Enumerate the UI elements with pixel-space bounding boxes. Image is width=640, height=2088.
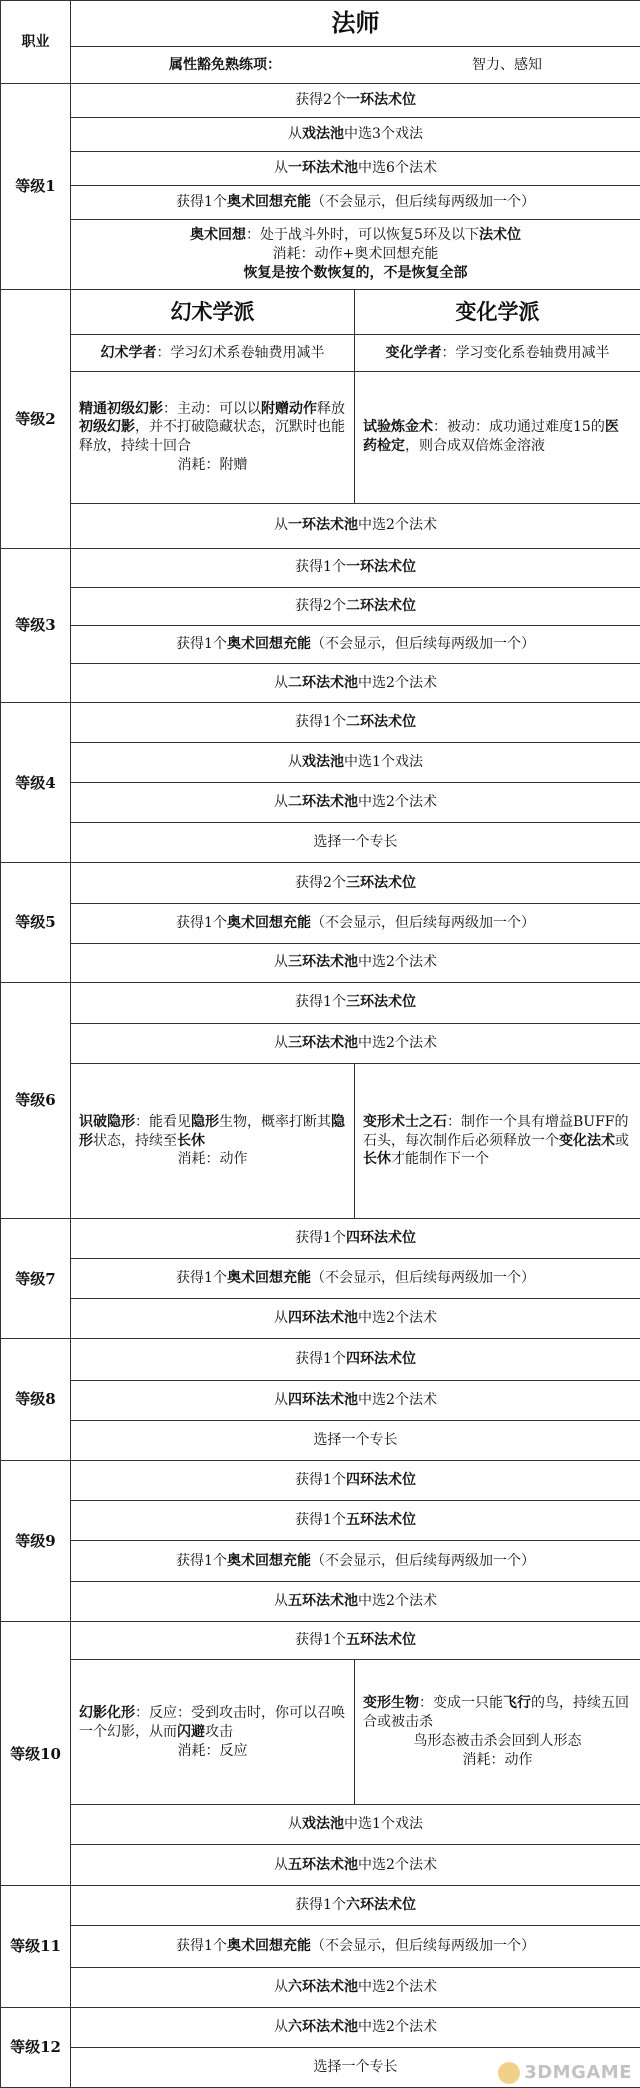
level-12-label: 等级12 [1,2007,71,2087]
l1-arcane-charge: 获得1个奥术回想充能（不会显示，但后续每两级加一个） [71,186,640,220]
l6-spell-pick: 从三环法术池中选2个法术 [71,1023,640,1063]
see-invisibility: 识破隐形：能看见隐形生物，概率打断其隐形状态，持续至长休 消耗：动作 [71,1063,355,1218]
l4-cantrip-pick: 从戏法池中选1个戏法 [71,743,640,783]
l1-spell-slot: 获得2个一环法术位 [71,84,640,118]
level-4-label: 等级4 [1,703,71,863]
transmutation-savant: 变化学者：学习变化系卷轴费用减半 [355,335,640,372]
school-illusion: 幻术学派 [71,289,355,334]
l1-arcane-recovery: 奥术回想：处于战斗外时，可以恢复5环及以下法术位 消耗：动作+奥术回想充能 恢复是按个数恢复的，不是恢复全部 [71,219,640,289]
level-7-label: 等级7 [1,1219,71,1339]
l7-spell-pick: 从四环法术池中选2个法术 [71,1299,640,1339]
l3-spell-pick: 从二环法术池中选2个法术 [71,664,640,703]
l3-slot1: 获得1个一环法术位 [71,548,640,587]
l6-slot3: 获得1个三环法术位 [71,982,640,1023]
l10-spell-pick: 从五环法术池中选2个法术 [71,1845,640,1886]
l3-slot2: 获得2个二环法术位 [71,587,640,625]
level-8-label: 等级8 [1,1339,71,1460]
l1-spell-pick: 从一环法术池中选6个法术 [71,152,640,186]
l11-spell-pick: 从六环法术池中选2个法术 [71,1967,640,2007]
l10-cantrip-pick: 从戏法池中选1个戏法 [71,1805,640,1845]
watermark: 3DMGAME [498,2062,632,2084]
level-9-label: 等级9 [1,1460,71,1621]
level-3-label: 等级3 [1,548,71,702]
level-10-label: 等级10 [1,1622,71,1886]
l9-slot4: 获得1个四环法术位 [71,1460,640,1500]
illusion-savant: 幻术学者：学习幻术系卷轴费用减半 [71,335,355,372]
class-title: 法师 [71,1,640,47]
level-2-label: 等级2 [1,289,71,548]
level-1-label: 等级1 [1,84,71,290]
l12-spell-pick: 从六环法术池中选2个法术 [71,2007,640,2047]
l10-slot5: 获得1个五环法术位 [71,1622,640,1660]
improved-minor-illusion: 精通初级幻影：主动：可以以附赠动作释放初级幻影，并不打破隐藏状态，沉默时也能释放，持续十回合 消耗：附赠 [71,372,355,504]
saving-throw-row [71,47,640,84]
l5-spell-pick: 从三环法术池中选2个法术 [71,943,640,982]
col-label: 职业 [1,1,71,84]
l3-arcane-charge: 获得1个奥术回想充能（不会显示，但后续每两级加一个） [71,626,640,664]
watermark-logo-icon [498,2062,520,2084]
attr-label: 属性豁免熟练项： [169,56,282,73]
l4-feat: 选择一个专长 [71,823,640,863]
attr-value: 智力、感知 [471,56,542,73]
transmuters-stone: 变形术士之石：制作一个具有增益BUFF的石头，每次制作后必须释放一个变化法术或长休才能制作下一个 [355,1063,640,1218]
l4-slot2: 获得1个二环法术位 [71,703,640,743]
level-5-label: 等级5 [1,863,71,982]
level-11-label: 等级11 [1,1886,71,2007]
l11-arcane-charge: 获得1个奥术回想充能（不会显示，但后续每两级加一个） [71,1926,640,1967]
l8-feat: 选择一个专长 [71,1420,640,1460]
l5-arcane-charge: 获得1个奥术回想充能（不会显示，但后续每两级加一个） [71,903,640,943]
l7-slot4: 获得1个四环法术位 [71,1219,640,1259]
malleable-illusions: 幻影化形：反应：受到攻击时，你可以召唤一个幻影，从而闪避攻击 消耗：反应 [71,1660,355,1805]
school-transmutation: 变化学派 [355,289,640,334]
l8-spell-pick: 从四环法术池中选2个法术 [71,1380,640,1420]
l5-slot3: 获得2个三环法术位 [71,863,640,903]
shapechanger: 变形生物：变成一只能飞行的鸟，持续五回合或被击杀 鸟形态被击杀会回到人形态 消耗：动作 [355,1660,640,1805]
l11-slot6: 获得1个六环法术位 [71,1886,640,1926]
level-6-label: 等级6 [1,982,71,1218]
l4-spell-pick: 从二环法术池中选2个法术 [71,783,640,823]
l2-spell-pick: 从一环法术池中选2个法术 [71,503,640,548]
l9-slot5: 获得1个五环法术位 [71,1500,640,1540]
l8-slot4: 获得1个四环法术位 [71,1339,640,1380]
l1-cantrip-pick: 从戏法池中选3个戏法 [71,118,640,152]
l9-arcane-charge: 获得1个奥术回想充能（不会显示，但后续每两级加一个） [71,1540,640,1581]
experimental-alchemy: 试验炼金术：被动：成功通过难度15的医药检定，则合成双倍炼金溶液 [355,372,640,504]
l12-feat: 选择一个专长 [71,2047,640,2087]
l9-spell-pick: 从五环法术池中选2个法术 [71,1582,640,1622]
l7-arcane-charge: 获得1个奥术回想充能（不会显示，但后续每两级加一个） [71,1259,640,1299]
